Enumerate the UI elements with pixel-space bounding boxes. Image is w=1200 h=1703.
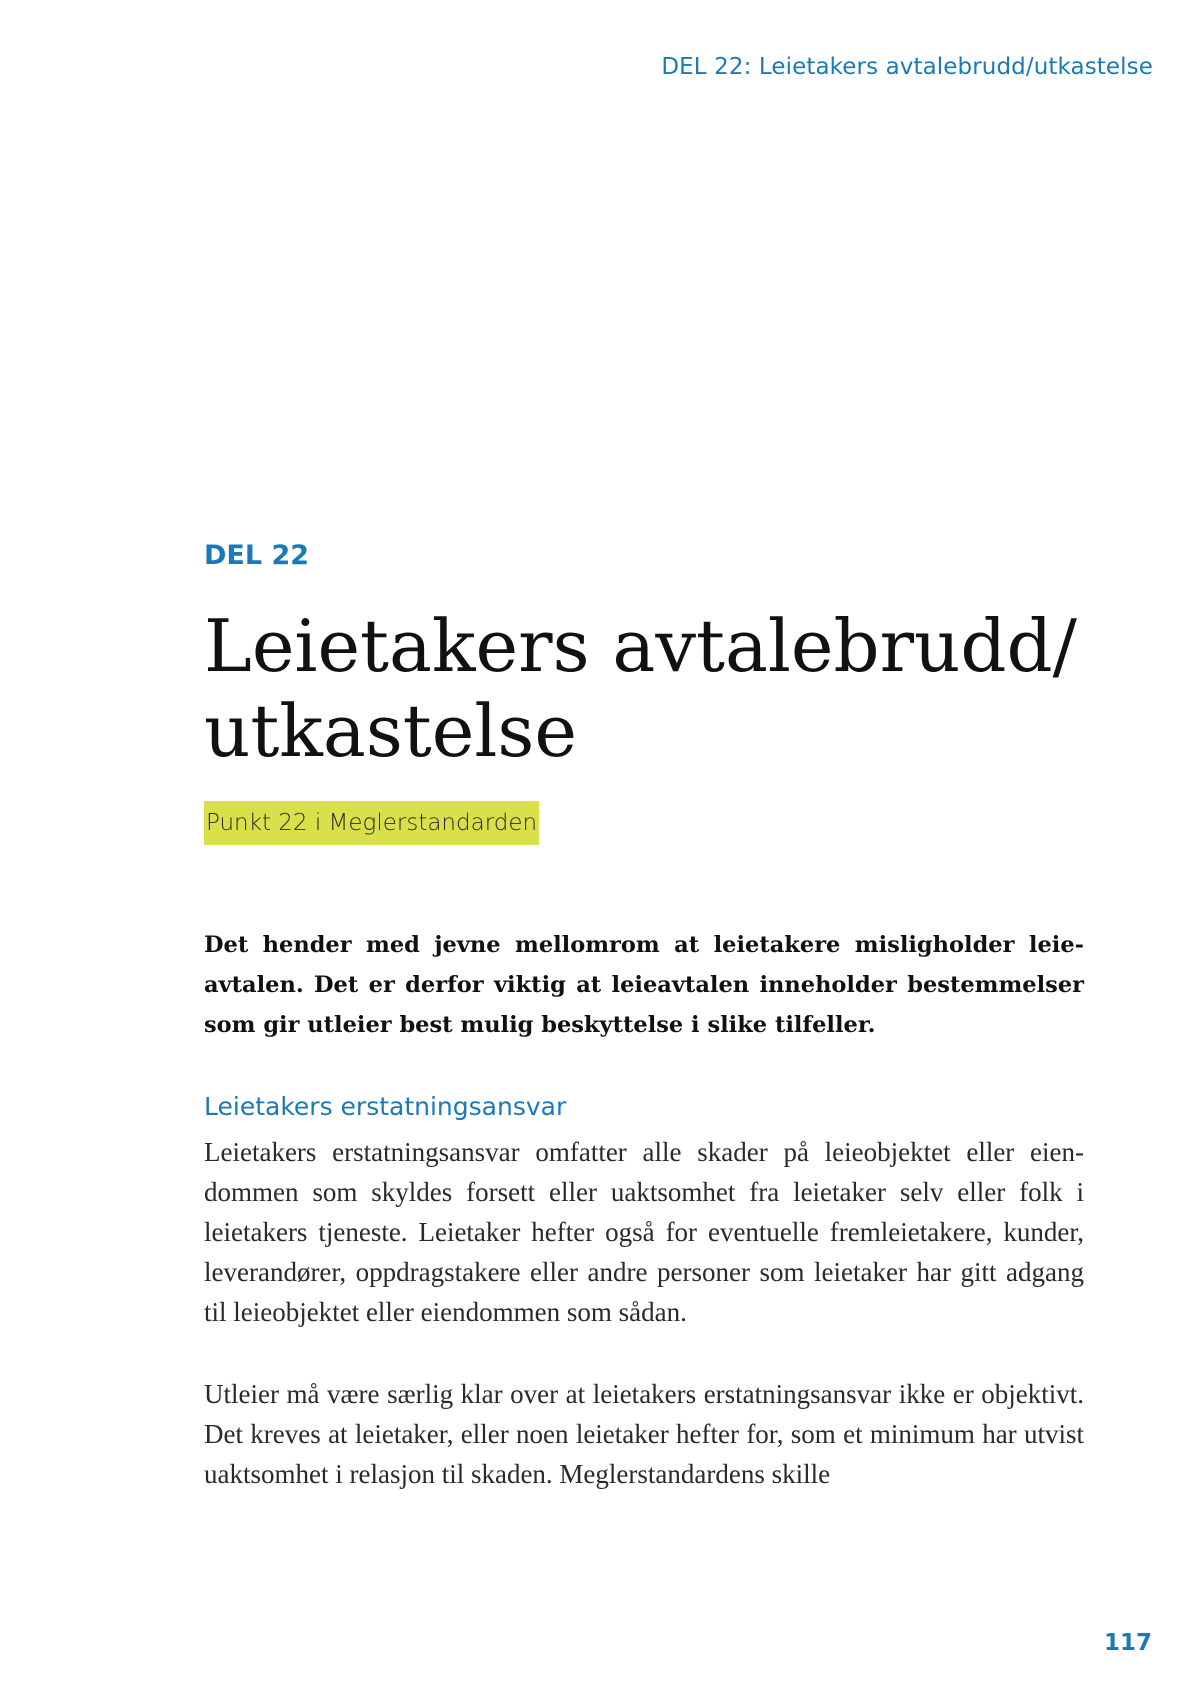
section-heading: Leietakers erstatningsansvar [204, 1092, 567, 1121]
chapter-title-line-1: Leietakers avtalebrudd/ [204, 604, 1077, 688]
part-label: DEL 22 [204, 540, 310, 571]
chapter-title [204, 604, 1084, 774]
chapter-subtitle: Punkt 22 i Meglerstandarden [204, 801, 539, 845]
body-paragraph-1: Leietakers erstatningsansvar omfatter alle skader på leieobjektet eller eiendommen som skyldes forsett eller uaktsomhet fra leietaker selv eller folk i leietakers tjeneste. Leietaker hefter også for eventuelle fremleietakere, kunder, leverandører, oppdragstakere eller andre personer som leietaker har gitt adgang til leieobjektet eller eiendommen som sådan. [204, 1137, 1084, 1327]
lead-paragraph: Det hender med jevne mellomrom at leietakere misligholder leieavtalen. Det er derfor viktig at leieavtalen inneholder bestemmelser som gir utleier best mulig beskyttelse i slike tilfeller. [204, 932, 1084, 1038]
chapter-title-line-2: utkastelse [204, 689, 577, 773]
body-paragraph-2: Utleier må være særlig klar over at leietakers erstatningsansvar ikke er objektivt. Det kreves at leietaker, eller noen leietaker hefter for, som et minimum har utvist uaktsomhet i relasjon til skaden. Meglerstandardens skille [204, 1379, 1084, 1489]
running-header: DEL 22: Leietakers avtalebrudd/utkastelse [661, 54, 1153, 80]
page-number: 117 [1103, 1630, 1152, 1656]
